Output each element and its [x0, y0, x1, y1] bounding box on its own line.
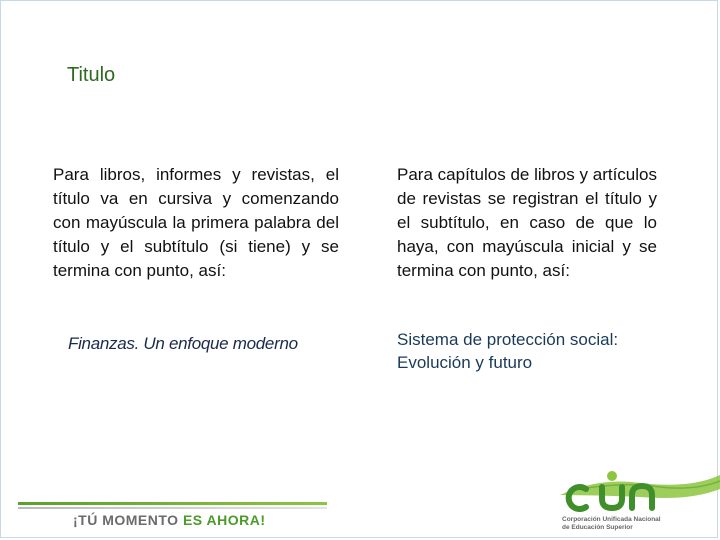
- footer-green-line: [18, 502, 327, 505]
- org-name-line1: Corporación Unificada Nacional: [562, 516, 661, 523]
- right-column-example: Sistema de protección social: Evolución y futuro: [397, 330, 619, 372]
- slogan-part1: ¡TÚ MOMENTO: [73, 512, 183, 528]
- footer-gray-line: [18, 507, 327, 509]
- organization-name: [562, 516, 712, 532]
- org-name-line2: de Educación Superior: [562, 524, 633, 531]
- right-column-body: Para capítulos de libros y artículos de revistas se registran el título y el subtítulo, en caso de que lo haya, con mayúscula inicial y se termina con punto, así:: [397, 165, 657, 280]
- slogan-part2: ES AHORA!: [182, 512, 266, 528]
- footer-slogan: [73, 512, 266, 528]
- left-column-example: Finanzas. Un enfoque moderno: [68, 334, 298, 353]
- left-column-body: Para libros, informes y revistas, el título va en cursiva y comenzando con mayúscula la primera palabra del título y el subtítulo (si tiene) y se termina con punto, así:: [53, 165, 339, 280]
- slide-title: Titulo: [67, 64, 116, 86]
